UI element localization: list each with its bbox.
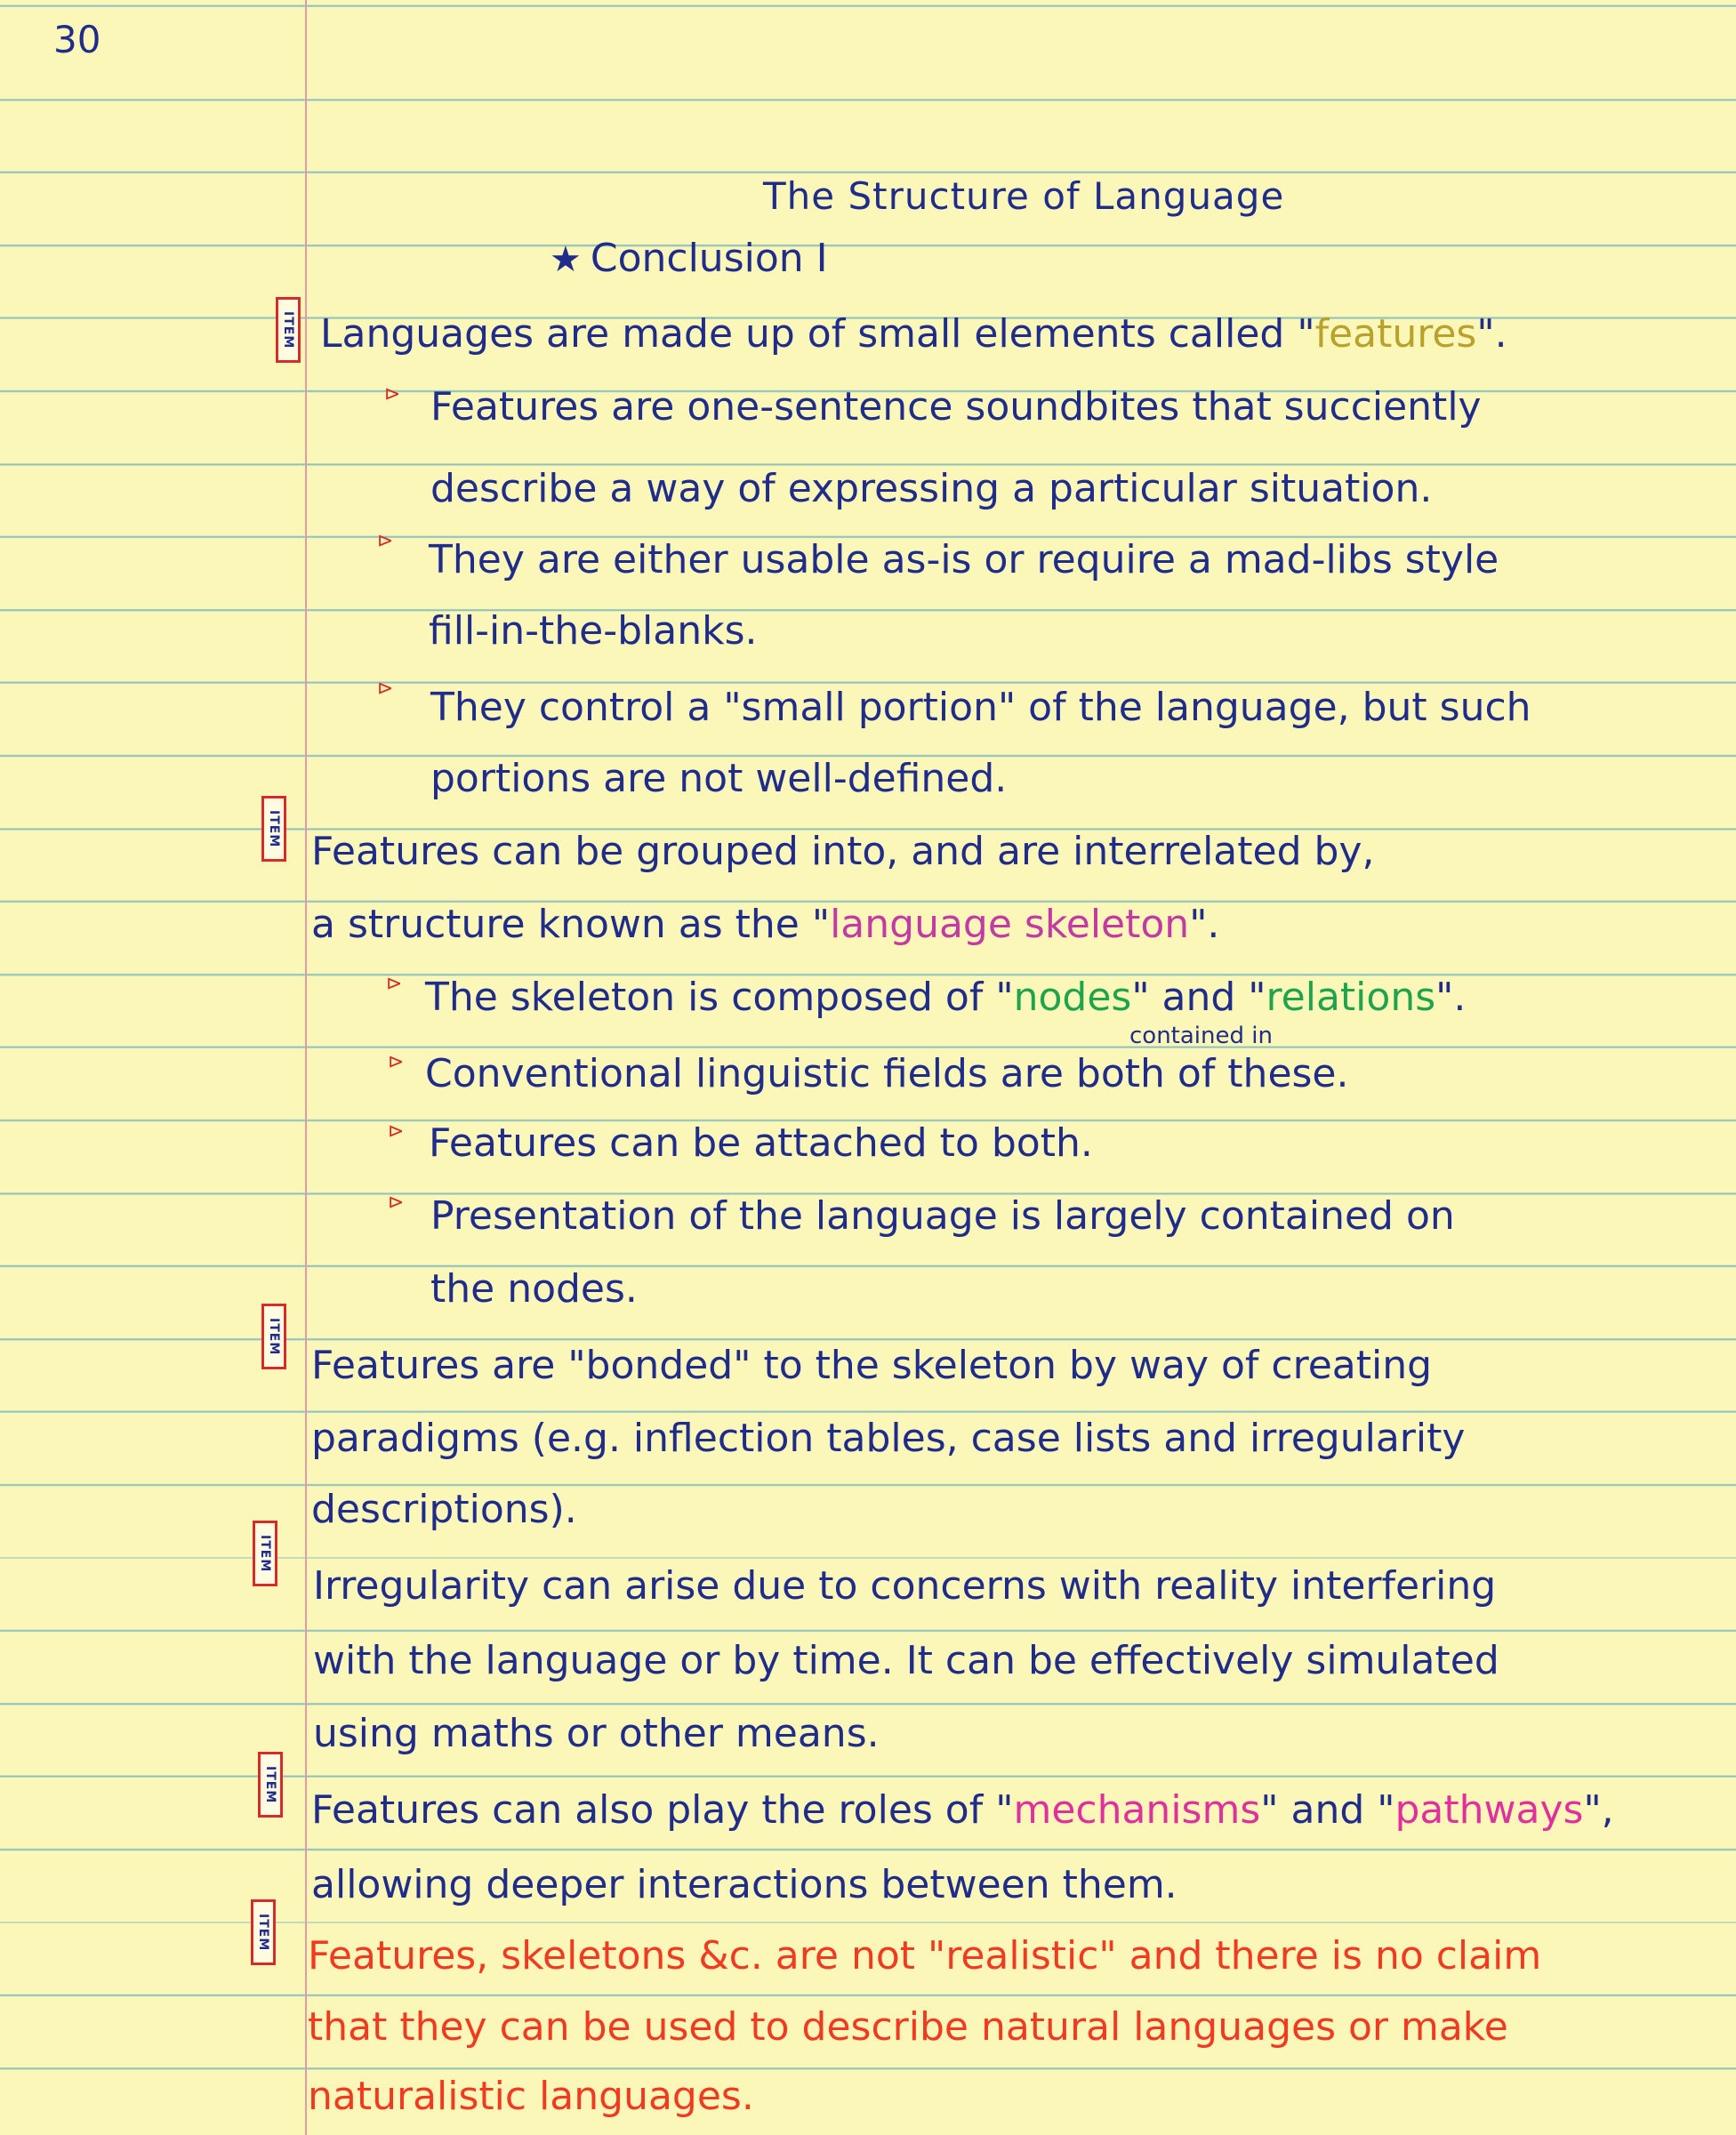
highlight-features: features <box>1314 311 1477 357</box>
item-4-line-1: Irregularity can arise due to concerns with reality interfering <box>313 1563 1497 1609</box>
bullet-arrow-icon: ⊳ <box>388 1192 405 1214</box>
page-title: The Structure of Language <box>763 174 1285 218</box>
item-2-bullet-2-line-1: Conventional linguistic fields are both of these. <box>425 1051 1349 1096</box>
item-tag: ITEM <box>253 1521 277 1586</box>
item-1-bullet-3-line-2: portions are not well-defined. <box>430 756 1008 801</box>
item-6-line-3: naturalistic languages. <box>308 2074 754 2119</box>
bullet-arrow-icon: ⊳ <box>388 1120 405 1143</box>
item-1-bullet-1-line-1: Features are one-sentence soundbites that succiently <box>430 384 1482 429</box>
item-5-line-1: Features can also play the roles of "mechanisms" and "pathways", <box>311 1787 1614 1833</box>
item-2-line-2: a structure known as the "language skeleton". <box>311 902 1220 947</box>
item-3-line-2: paradigms (e.g. inflection tables, case lists and irregularity <box>311 1416 1466 1461</box>
item-tag: ITEM <box>261 1304 286 1369</box>
item-3-line-1: Features are "bonded" to the skeleton by way of creating <box>311 1343 1433 1388</box>
item-6-line-2: that they can be used to describe natural languages or make <box>308 2004 1508 2050</box>
item-tag: ITEM <box>258 1752 283 1818</box>
item-2-bullet-4-line-1: Presentation of the language is largely contained on <box>430 1193 1455 1239</box>
item-1-line-1: Languages are made up of small elements called "features". <box>320 311 1507 357</box>
item-tag: ITEM <box>251 1899 276 1965</box>
page-number: 30 <box>53 18 101 61</box>
item-2-line-1: Features can be grouped into, and are interrelated by, <box>311 829 1375 874</box>
highlight-mechanisms: mechanisms <box>1013 1787 1261 1833</box>
item-4-line-3: using maths or other means. <box>313 1711 880 1756</box>
bullet-arrow-icon: ⊳ <box>388 1051 405 1073</box>
bullet-arrow-icon: ⊳ <box>384 383 401 405</box>
highlight-nodes: nodes <box>1013 975 1132 1020</box>
bullet-arrow-icon: ⊳ <box>377 530 394 552</box>
star-icon: ★ <box>550 239 582 280</box>
item-tag: ITEM <box>276 297 301 363</box>
item-5-line-2: allowing deeper interactions between them. <box>311 1862 1177 1907</box>
item-1-bullet-1-line-2: describe a way of expressing a particular situation. <box>430 466 1433 511</box>
item-2-bullet-1-line-1: The skeleton is composed of "nodes" and "relations". <box>425 975 1467 1020</box>
bullet-arrow-icon: ⊳ <box>386 973 403 995</box>
insertion-note: contained in <box>1129 1023 1273 1049</box>
item-6-line-1: Features, skeletons &c. are not "realistic" and there is no claim <box>308 1933 1542 1978</box>
item-tag: ITEM <box>261 796 286 862</box>
item-2-bullet-3-line-1: Features can be attached to both. <box>429 1120 1093 1166</box>
highlight-relations: relations <box>1266 975 1436 1020</box>
item-1-bullet-3-line-1: They control a "small portion" of the language, but such <box>430 685 1531 730</box>
bullet-arrow-icon: ⊳ <box>377 678 394 700</box>
item-1-bullet-2-line-1: They are either usable as-is or require a mad-libs style <box>429 537 1499 582</box>
subtitle <box>550 236 828 281</box>
item-1-bullet-2-line-2: fill-in-the-blanks. <box>429 608 758 654</box>
item-3-line-3: descriptions). <box>311 1487 577 1532</box>
item-4-line-2: with the language or by time. It can be effectively simulated <box>313 1638 1499 1683</box>
highlight-pathways: pathways <box>1394 1787 1584 1833</box>
highlight-language-skeleton: language skeleton <box>830 902 1190 947</box>
subtitle-text: Conclusion I <box>590 236 828 281</box>
item-2-bullet-4-line-2: the nodes. <box>430 1266 638 1312</box>
margin-line <box>305 0 307 2135</box>
